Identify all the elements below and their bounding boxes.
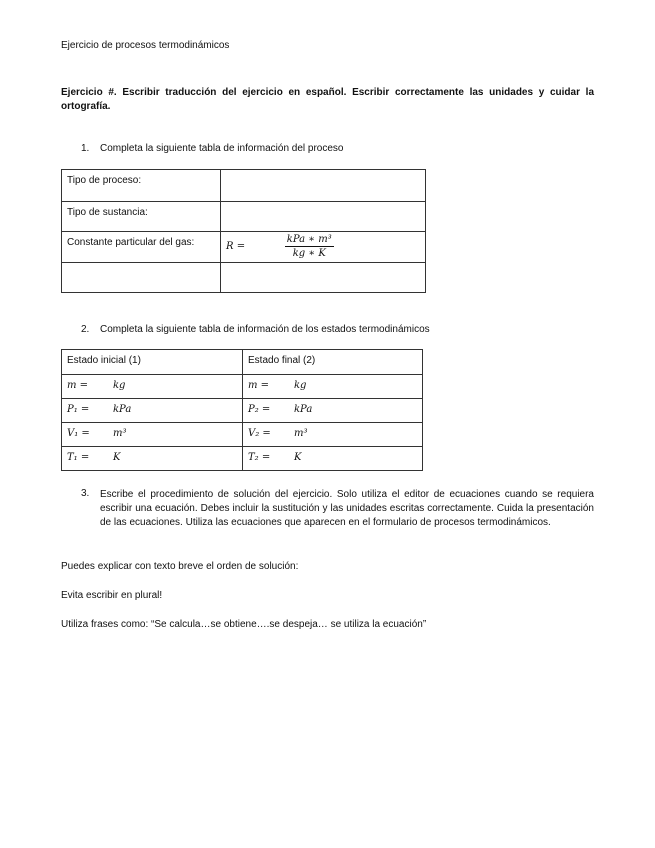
process-info-table bbox=[61, 169, 426, 293]
page-title: Ejercicio de procesos termodinámicos bbox=[61, 40, 230, 51]
pressure-initial-unit: kPa bbox=[113, 404, 132, 415]
substance-type-label: Tipo de sustancia: bbox=[62, 202, 221, 232]
volume-initial-var: V₁ = bbox=[67, 428, 90, 439]
item-3-number: 3. bbox=[81, 488, 90, 499]
temperature-final-var: T₂ = bbox=[248, 452, 271, 463]
volume-initial-cell[interactable] bbox=[62, 423, 243, 447]
item-1-text: Completa la siguiente tabla de información del proceso bbox=[100, 143, 344, 154]
gas-constant-symbol: R = bbox=[226, 241, 246, 252]
substance-type-cell[interactable] bbox=[221, 202, 426, 232]
pressure-final-unit: kPa bbox=[294, 404, 313, 415]
temperature-initial-var: T₁ = bbox=[67, 452, 90, 463]
gas-constant-fraction bbox=[285, 234, 334, 259]
temperature-initial-unit: K bbox=[113, 452, 121, 463]
gas-constant-numerator: kPa ∗ m³ bbox=[286, 234, 332, 245]
empty-label-cell bbox=[62, 263, 221, 293]
mass-final-cell[interactable] bbox=[243, 375, 423, 399]
instruction-text: Ejercicio #. Escribir traducción del ejercicio en español. Escribir correctamente las unidades y cuidar la ortografía. bbox=[61, 87, 594, 112]
item-1-number: 1. bbox=[81, 143, 90, 154]
process-type-label: Tipo de proceso: bbox=[62, 170, 221, 202]
item-2-text: Completa la siguiente tabla de información de los estados termodinámicos bbox=[100, 324, 430, 335]
item-3-text: Escribe el procedimiento de solución del ejercicio. Solo utiliza el editor de ecuaciones cuando se requiera escribir una ecuación. Debes incluir la sustitución y las unidades escritas correctamente. Cuida la presentación de las ecuaciones. Utiliza las ecuaciones que aparecen en el formulario de procesos termodinámicos. bbox=[100, 489, 594, 528]
states-table bbox=[61, 349, 423, 471]
mass-final-var: m = bbox=[248, 380, 270, 391]
paragraph-phrases: Utiliza frases como: “Se calcula…se obtiene….se despeja… se utiliza la ecuación” bbox=[61, 619, 427, 630]
initial-state-header: Estado inicial (1) bbox=[62, 350, 243, 375]
temperature-final-unit: K bbox=[294, 452, 302, 463]
empty-value-cell[interactable] bbox=[221, 263, 426, 293]
volume-final-unit: m³ bbox=[294, 428, 308, 439]
gas-constant-denominator: kg ∗ K bbox=[292, 248, 326, 259]
paragraph-explain: Puedes explicar con texto breve el orden de solución: bbox=[61, 561, 299, 572]
temperature-final-cell[interactable] bbox=[243, 447, 423, 471]
pressure-initial-cell[interactable] bbox=[62, 399, 243, 423]
gas-constant-label: Constante particular del gas: bbox=[62, 232, 221, 263]
paragraph-plural: Evita escribir en plural! bbox=[61, 590, 163, 601]
pressure-final-var: P₂ = bbox=[248, 404, 271, 415]
mass-final-unit: kg bbox=[294, 380, 307, 391]
gas-constant-cell[interactable] bbox=[221, 232, 426, 263]
mass-initial-cell[interactable] bbox=[62, 375, 243, 399]
volume-final-cell[interactable] bbox=[243, 423, 423, 447]
item-2-number: 2. bbox=[81, 324, 90, 335]
final-state-header: Estado final (2) bbox=[243, 350, 423, 375]
pressure-initial-var: P₁ = bbox=[67, 404, 90, 415]
temperature-initial-cell[interactable] bbox=[62, 447, 243, 471]
process-type-cell[interactable] bbox=[221, 170, 426, 202]
volume-final-var: V₂ = bbox=[248, 428, 271, 439]
pressure-final-cell[interactable] bbox=[243, 399, 423, 423]
mass-initial-unit: kg bbox=[113, 380, 126, 391]
volume-initial-unit: m³ bbox=[113, 428, 127, 439]
mass-initial-var: m = bbox=[67, 380, 89, 391]
